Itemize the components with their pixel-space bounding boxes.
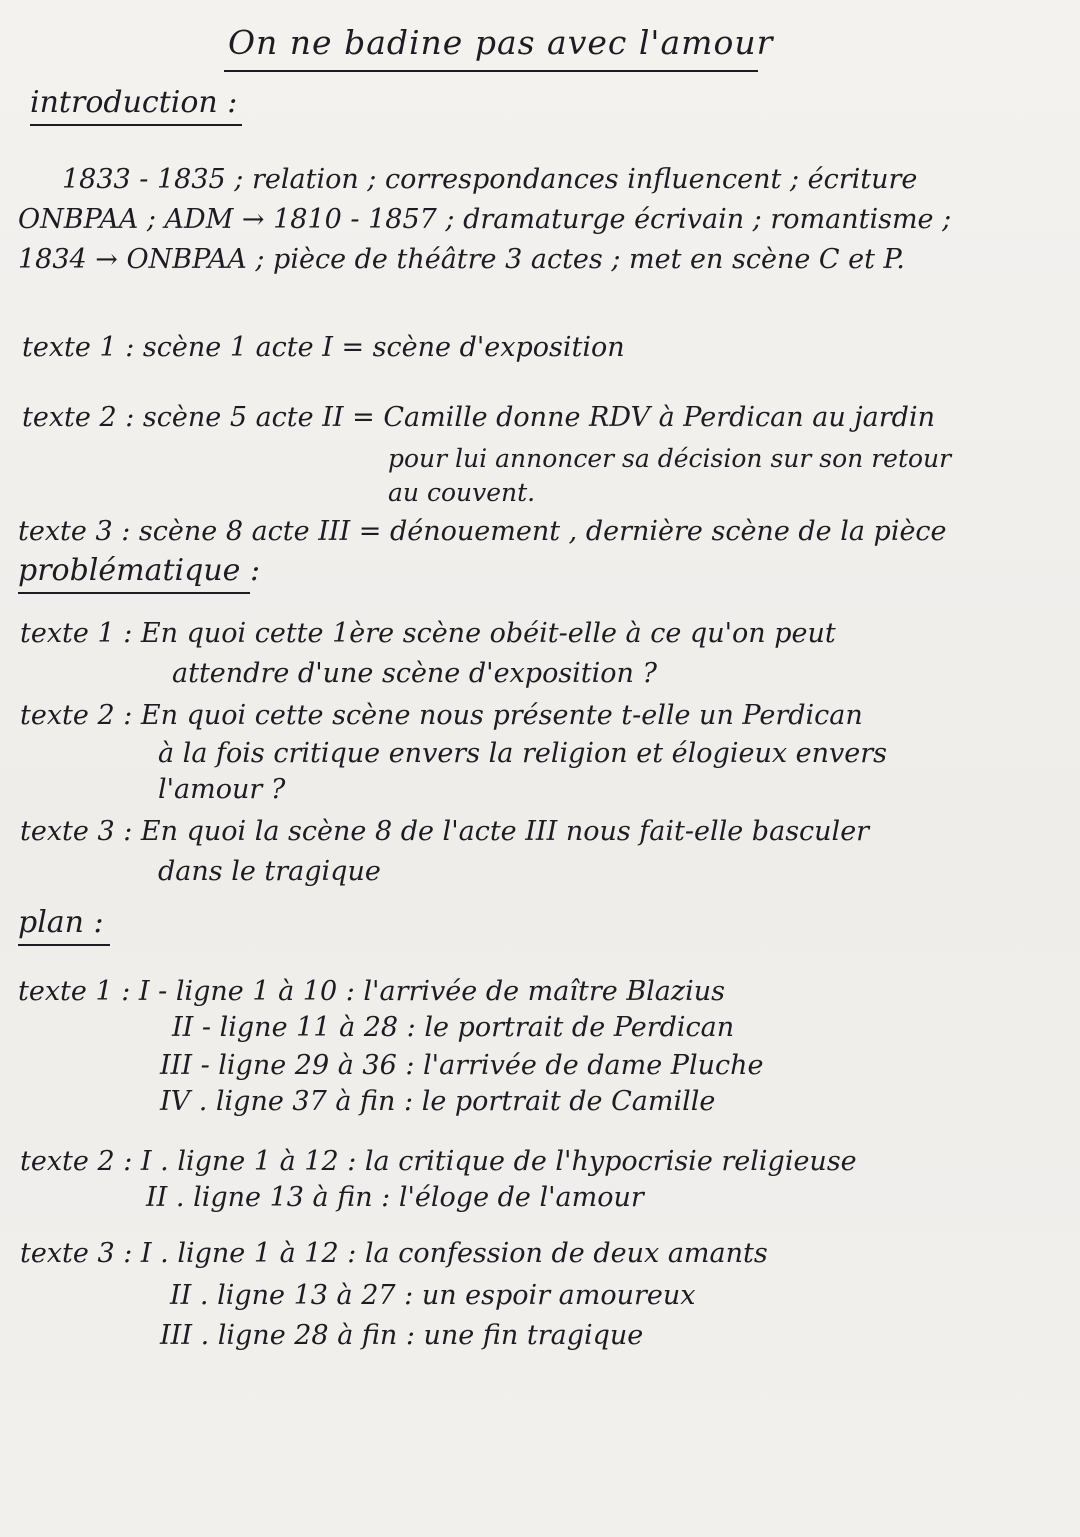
plan-underline bbox=[18, 944, 110, 946]
problematique-line-1: texte 1 : En quoi cette 1ère scène obéit-elle à ce qu'on peut bbox=[20, 618, 836, 649]
problematique-line-6: texte 3 : En quoi la scène 8 de l'acte III nous fait-elle basculer bbox=[20, 816, 870, 847]
page-title: On ne badine pas avec l'amour bbox=[228, 23, 774, 62]
plan-heading: plan : bbox=[18, 905, 104, 940]
plan-texte-3-part-2: II . ligne 13 à 27 : un espoir amoureux bbox=[170, 1280, 696, 1311]
plan-texte-3-part-1: texte 3 : I . ligne 1 à 12 : la confession de deux amants bbox=[20, 1238, 768, 1269]
problematique-underline bbox=[18, 592, 250, 594]
plan-texte-1-part-4: IV . ligne 37 à fin : le portrait de Camille bbox=[160, 1086, 716, 1117]
introduction-heading: introduction : bbox=[30, 85, 238, 120]
plan-texte-1-part-1: texte 1 : I - ligne 1 à 10 : l'arrivée de maître Blazius bbox=[18, 976, 725, 1007]
plan-texte-3-part-3: III . ligne 28 à fin : une fin tragique bbox=[160, 1320, 644, 1351]
plan-texte-1-part-2: II - ligne 11 à 28 : le portrait de Perdican bbox=[172, 1012, 735, 1043]
texte-2-continuation-1: pour lui annoncer sa décision sur son retour bbox=[388, 444, 952, 473]
introduction-underline bbox=[30, 124, 242, 126]
problematique-line-5: l'amour ? bbox=[158, 774, 286, 805]
intro-line-2: ONBPAA ; ADM → 1810 - 1857 ; dramaturge écrivain ; romantisme ; bbox=[18, 204, 952, 235]
texte-2-line: texte 2 : scène 5 acte II = Camille donne RDV à Perdican au jardin bbox=[22, 402, 935, 433]
intro-line-1: 1833 - 1835 ; relation ; correspondances influencent ; écriture bbox=[62, 164, 918, 195]
problematique-line-3: texte 2 : En quoi cette scène nous présente t-elle un Perdican bbox=[20, 700, 863, 731]
title-underline bbox=[224, 70, 758, 72]
plan-texte-2-part-2: II . ligne 13 à fin : l'éloge de l'amour bbox=[146, 1182, 644, 1213]
problematique-line-2: attendre d'une scène d'exposition ? bbox=[172, 658, 657, 689]
problematique-line-4: à la fois critique envers la religion et élogieux envers bbox=[158, 738, 887, 769]
intro-line-3: 1834 → ONBPAA ; pièce de théâtre 3 actes ; met en scène C et P. bbox=[18, 244, 905, 275]
problematique-line-7: dans le tragique bbox=[158, 856, 381, 887]
texte-2-continuation-2: au couvent. bbox=[388, 478, 536, 507]
texte-1-line: texte 1 : scène 1 acte I = scène d'exposition bbox=[22, 332, 625, 363]
plan-texte-1-part-3: III - ligne 29 à 36 : l'arrivée de dame Pluche bbox=[160, 1050, 764, 1081]
problematique-heading: problématique : bbox=[18, 553, 261, 588]
texte-3-line: texte 3 : scène 8 acte III = dénouement , dernière scène de la pièce bbox=[18, 516, 947, 547]
plan-texte-2-part-1: texte 2 : I . ligne 1 à 12 : la critique de l'hypocrisie religieuse bbox=[20, 1146, 857, 1177]
